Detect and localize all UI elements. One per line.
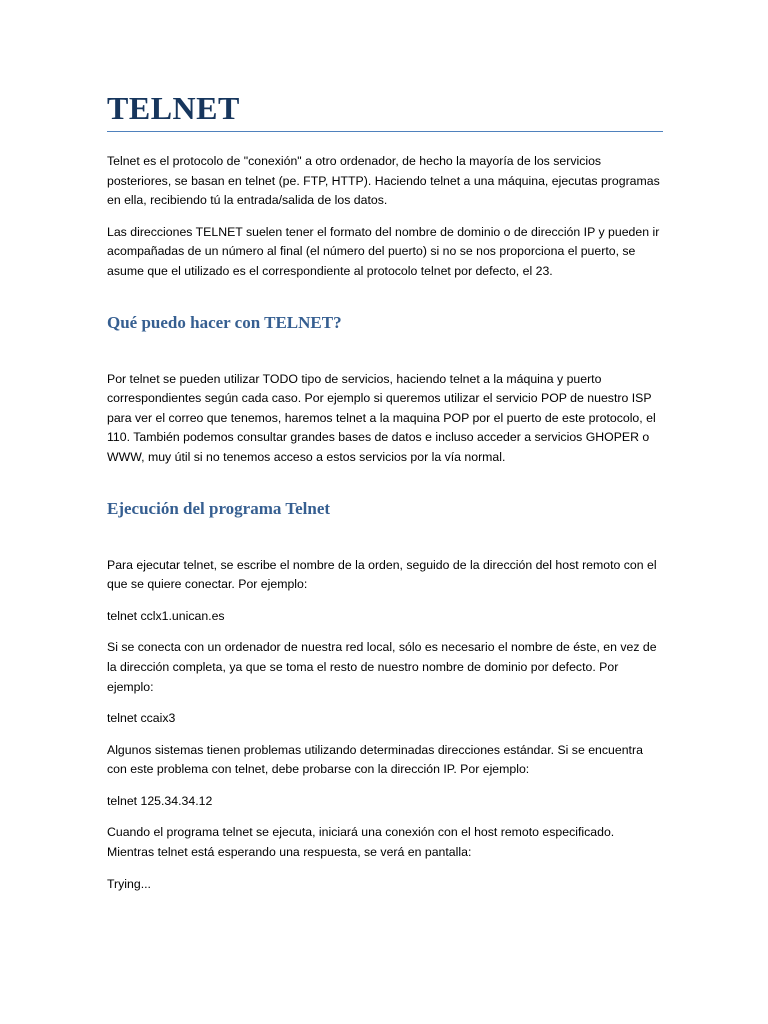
section-heading-que-puedo-hacer: Qué puedo hacer con TELNET? bbox=[107, 312, 342, 332]
section-heading-ejecucion: Ejecución del programa Telnet bbox=[107, 498, 331, 518]
intro-paragraph-1: Telnet es el protocolo de "conexión" a otro ordenador, de hecho la mayoría de los servicios posteriores, se basan en telnet (pe. FTP, HTTP). Haciendo telnet a una máquina, ejecutas programas en ella, recibiendo tú la entrada/salida de los datos. bbox=[107, 154, 660, 208]
command-example-2: telnet ccaix3 bbox=[107, 711, 176, 726]
document-page bbox=[107, 88, 663, 906]
section2-paragraph-1: Para ejecutar telnet, se escribe el nombre de la orden, seguido de la dirección del host remoto con el que se quiere conectar. Por ejemplo: bbox=[107, 557, 657, 592]
section2-paragraph-3: Algunos sistemas tienen problemas utilizando determinadas direcciones estándar. Si se encuentra con este problema con telnet, debe probarse con la dirección IP. Por ejemplo: bbox=[107, 742, 643, 777]
section1-paragraph-1: Por telnet se pueden utilizar TODO tipo de servicios, haciendo telnet a la máquina y puerto correspondientes según cada caso. Por ejemplo si queremos utilizar el servicio POP de nuestro ISP para ver el correo que tenemos, haremos telnet a la maquina POP por el puerto de este protocolo, el 110. También podemos consultar grandes bases de datos e incluso acceder a servicios GHOPER o WWW, muy útil si no tenemos acceso a estos servicios por la vía normal. bbox=[107, 371, 656, 464]
command-example-1: telnet cclx1.unican.es bbox=[107, 608, 225, 623]
section2-paragraph-4: Cuando el programa telnet se ejecuta, iniciará una conexión con el host remoto especificado. Mientras telnet está esperando una respuesta, se verá en pantalla: bbox=[107, 825, 615, 860]
title-underline bbox=[107, 131, 663, 132]
section2-paragraph-2: Si se conecta con un ordenador de nuestra red local, sólo es necesario el nombre de éste, en vez de la dirección completa, ya que se toma el resto de nuestro nombre de dominio por defecto. Por ejemplo: bbox=[107, 640, 657, 694]
intro-paragraph-2: Las direcciones TELNET suelen tener el formato del nombre de dominio o de dirección IP y pueden ir acompañadas de un número al final (el número del puerto) si no se nos proporciona el puerto, se asume que el utilizado es el correspondiente al protocolo telnet por defecto, el 23. bbox=[107, 224, 660, 278]
command-example-3: telnet 125.34.34.12 bbox=[107, 793, 213, 808]
terminal-output-trying: Trying... bbox=[107, 876, 151, 891]
document-title: TELNET bbox=[107, 90, 240, 126]
